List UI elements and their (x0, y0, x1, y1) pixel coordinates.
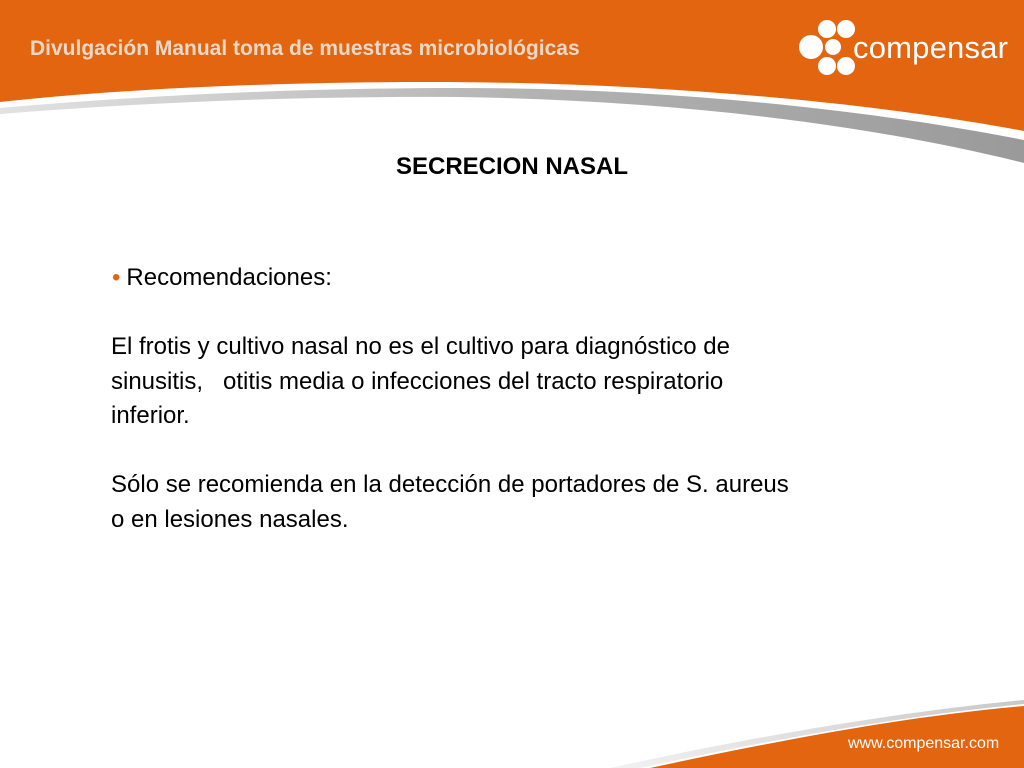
bullet-text: Recomendaciones: (126, 264, 332, 291)
logo-wordmark: compensar (853, 30, 1009, 65)
paragraph-line: Sólo se recomienda en la detección de portadores de S. aureus (111, 471, 789, 498)
bullet-item (111, 261, 991, 296)
header-title: Divulgación Manual toma de muestras microbiológicas (30, 37, 580, 60)
blank-line (111, 434, 991, 469)
paragraph-line: inferior. (111, 402, 190, 429)
paragraph-line: o en lesiones nasales. (111, 505, 349, 533)
slide-title: SECRECION NASAL (395, 153, 629, 180)
footer-url: www.compensar.com (848, 735, 1000, 752)
paragraph-line: El frotis y cultivo nasal no es el cultivo para diagnóstico de (111, 333, 730, 360)
paragraph-1 (111, 330, 991, 434)
bullet-marker: • (112, 264, 121, 291)
blank-line (111, 296, 991, 331)
paragraph-line: sinusitis, otitis media o infecciones del tracto respiratorio (111, 367, 724, 395)
slide-body (111, 261, 991, 537)
paragraph-2 (111, 468, 991, 537)
